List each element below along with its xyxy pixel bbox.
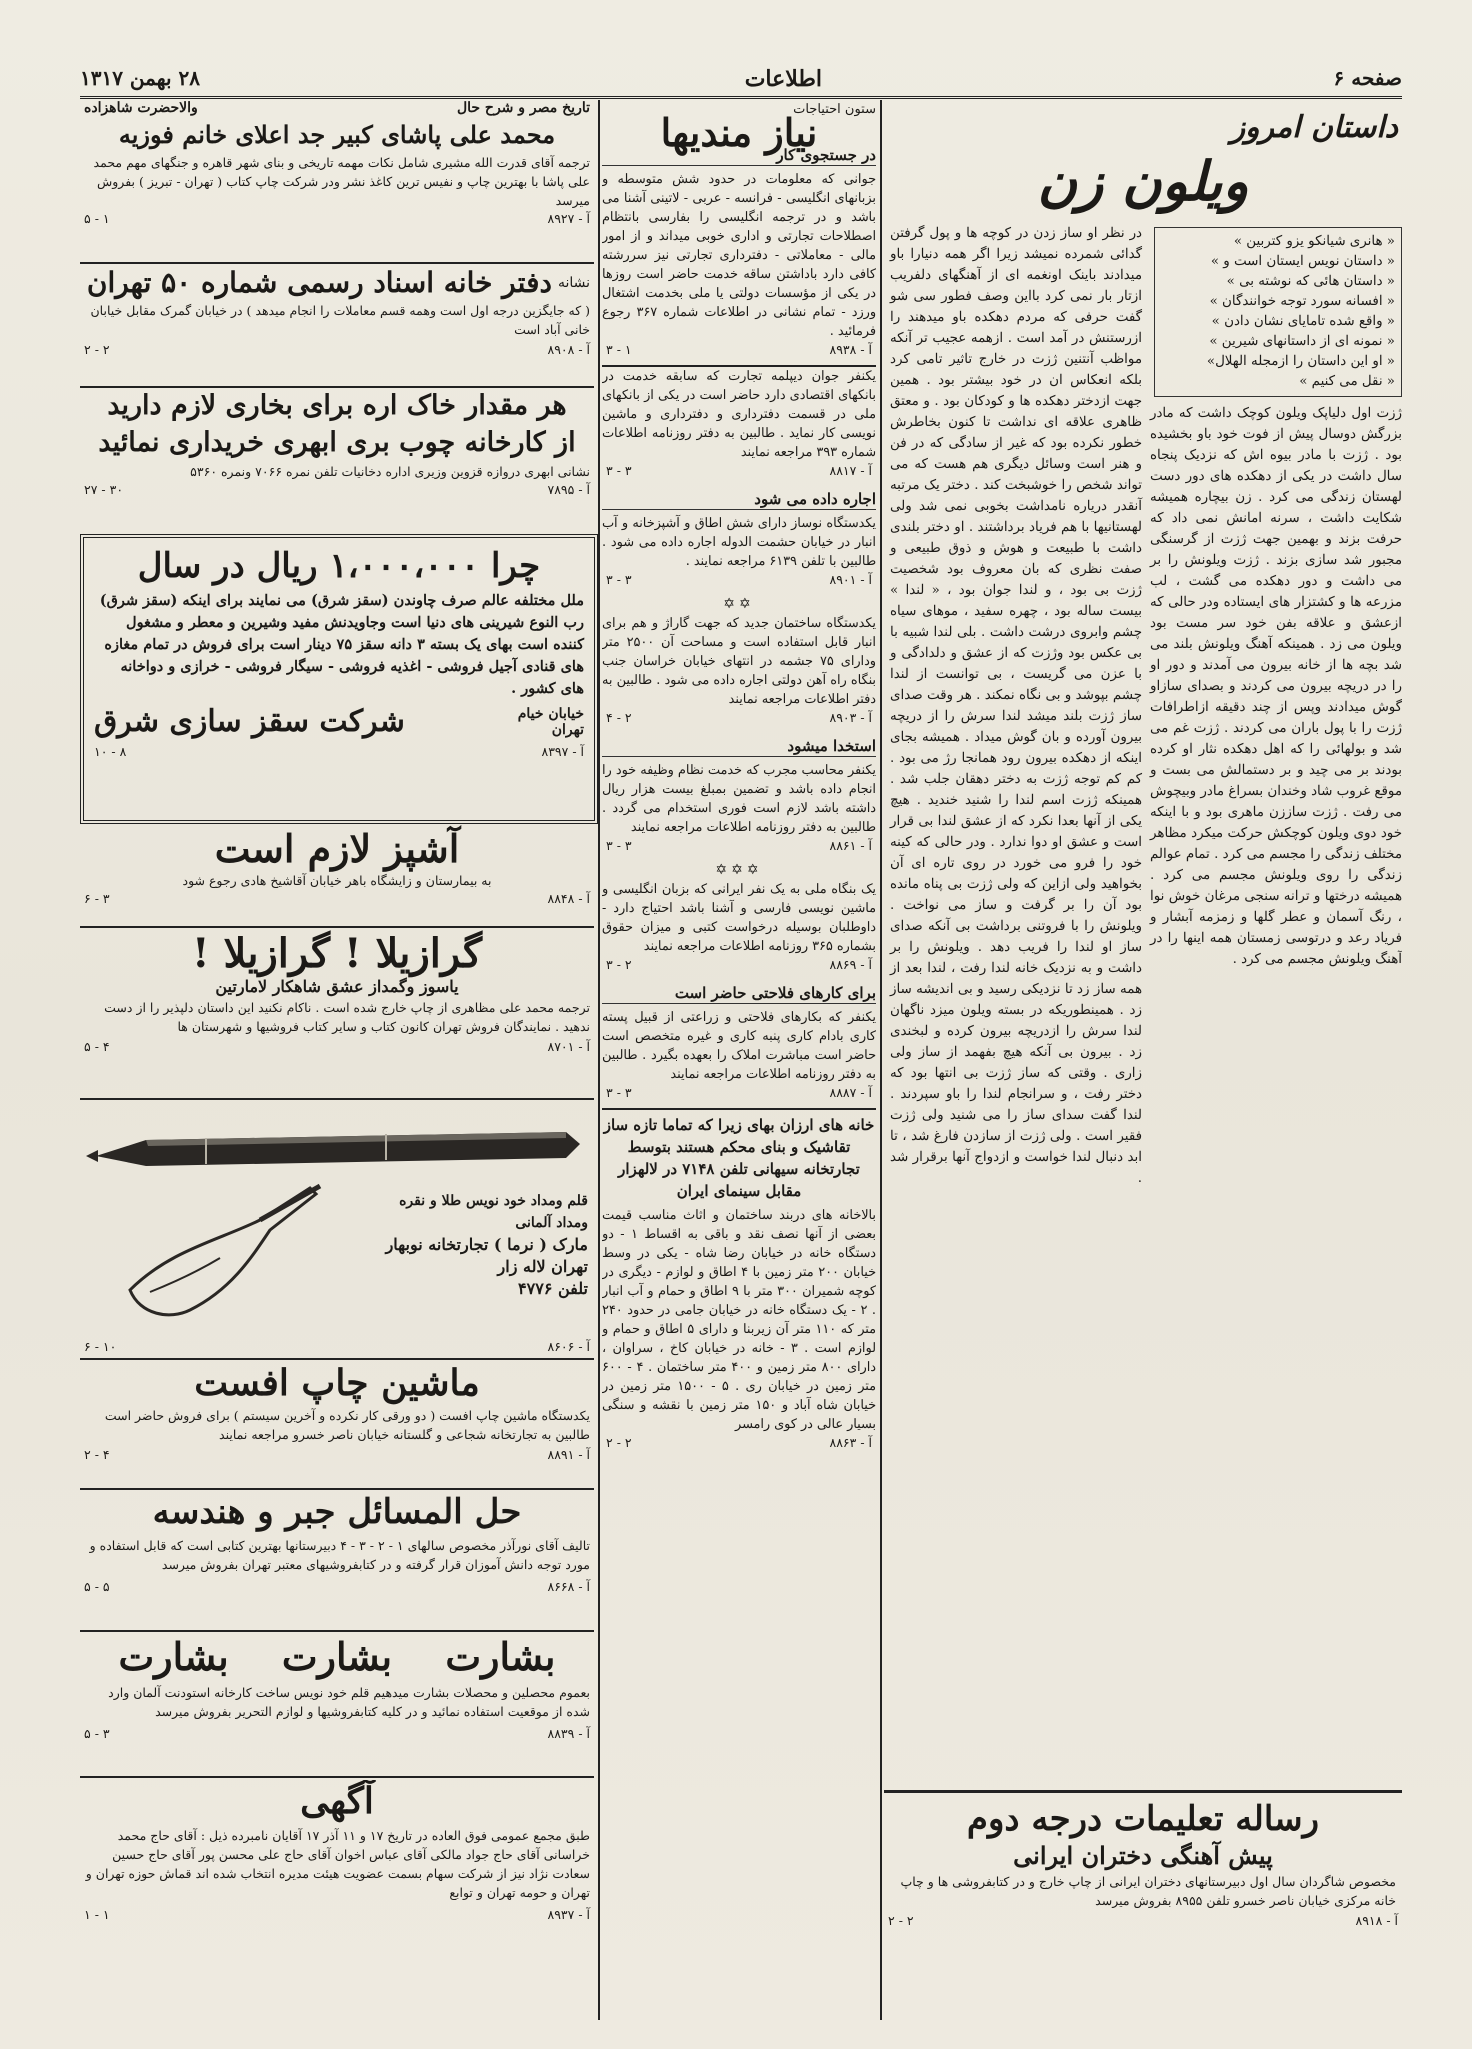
page-header [80,62,1402,99]
notary-ad [80,266,594,384]
divider [602,1108,876,1110]
ad-code: آ - ۷۸۹۵ [547,482,590,497]
pen-ad [80,1102,594,1356]
ad-run: ۳ - ۳ [606,1085,632,1100]
notice-ad [80,1780,594,1930]
ad-code: آ - ۸۸۴۸ [547,891,590,906]
ad-code: آ - ۸۸۸۷ [829,1085,872,1100]
ad-text: تالیف آقای نورآذر مخصوص سالهای ۱ - ۲ - ۳ - ۴ دبیرستانها بهترین کتابی است که قابل استفاده و مورد توجه دانش آموزان قرار گرفته و در کتابفروشیهای معتبر تهران بفروش میرسد [89,1538,590,1572]
sawdust-ad [80,390,594,528]
ad-address: تهران لاله زار [497,1257,588,1276]
ad-code: آ - ۸۹۲۷ [547,211,590,226]
classified-ad [602,614,876,733]
education-ad-text: مخصوص شاگردان سال اول دبیرستانهای دختران ایرانی از چاپ خارج و در کتابفروشی ها و چاپ خانه مرکزی خیابان ناصر خسرو تلفن ۸۹۵۵ بفروش میرسد [900,1874,1396,1908]
ad-text: یکنفر محاسب مجرب که خدمت نظام وظیفه خود را انجام داده باشد و تضمین بمبلغ بیست هزار ریال داشته باشد لازم است فوری استخدام می گردد . طالبین به دفتر روزنامه اطلاعات مراجعه نمایند [602,763,876,835]
chewing-gum-ad [80,534,598,824]
ad-text: نشانی ابهری دروازه قزوین وزیری اداره دخانیات تلفن نمره ۷۰۶۶ ونمره ۵۳۶۰ [190,464,590,479]
ad-headline: آگهی [300,1780,374,1822]
ad-headline: چرا ۱،۰۰۰،۰۰۰ ریال در سال [137,546,541,586]
intro-line: « هانری شیانکو یزو کتربین » [1233,234,1395,249]
math-book-ad [80,1492,594,1628]
houses-ad-headline: خانه های ارزان بهای زیرا که تماما تازه ساز تقاشیک و بنای محکم هستند بتوسط تجارتخانه سیهانی تلفن ۷۱۴۸ در لالهزار مقابل سینمای ایران [603,1116,875,1200]
divider [80,386,594,388]
ad-text: بالاخانه های دربند ساختمان و اثاث مناسب قیمت بعضی از آنها نصف نقد و باقی به اقساط ۱ - دو دستگاه خانه در خیابان رضا شاه - یکی در وسط خیابان ۲۰۰ متر زمین با ۴ اطاق و لوازم - دیگری در کوچه شمیران ۳۰۰ متر با ۹ اطاق و حمام و آب انبار . ۲ - یک دستگاه خانه در خیابان جامی در حدود ۲۴۰ متر که ۱۱۰ متر آن زیربنا و دارای ۵ اطاق و حمام و لوازم است . ۳ - خانه در خیابان کاخ ، سراوان ، دارای ۸۰۰ متر زمین و ۴۰۰ متر ساختمان . ۴ - ۶۰۰ متر زمین در خیابان ری . ۵ - ۱۵۰۰ متر زمین در خیابان شاه آباد و ۱۵۰ متر زمین با نقشه و سنگی بسیار عالی در کوی رامسر [602,1208,876,1432]
ad-code: آ - ۸۹۰۸ [547,342,590,357]
classifieds-title: نیاز مندیها [660,110,818,155]
ad-text: ملل مختلفه عالم صرف چاوندن (سقز شرق) می نمایند برای اینکه (سقز شرق) رب النوع شیرینی های دنیا است وجاویدنش مفید وشیرین و معطر و مشغول کننده است بهای یک بسته ۳ دانه سقز ۷۵ دینار است برای فروش در تمام مغازه های قنادی آجیل فروشی - اغذیه فروشی - سیگار فروشی - خرازی و دواخانه های کشور . [99,592,584,697]
section-job-seeking: در جستجوی کار [602,146,876,166]
classifieds-column [602,100,876,1930]
ad-run: ۲ - ۲ [888,1913,914,1928]
graziella-book-ad [80,930,594,1096]
ad-code: آ - ۸۶۶۸ [547,1579,590,1594]
ad-headline: آشپز لازم است [214,826,460,871]
ad-brand: مارک ( نرما ) تجارتخانه نوبهار [385,1235,588,1254]
story-intro-box [1154,227,1402,397]
education-ad-code [884,1912,1402,1930]
ad-run: ۱ - ۱ [84,1907,110,1922]
classified-ad [602,1206,876,1458]
section-farming: برای کارهای فلاحتی حاضر است [602,984,876,1004]
ad-run: ۳ - ۶ [84,891,110,906]
divider [80,1630,594,1632]
intro-line: « نمونه ای از داستانهای شیرین » [1209,334,1395,349]
ad-headline: هر مقدار خاک اره برای بخاری لازم دارید [107,390,567,421]
classified-ad [602,514,876,595]
ad-code: آ - ۸۸۶۹ [829,957,872,972]
ad-text: قلم ومداد خود نویس طلا و نقره [399,1193,588,1209]
ad-code: آ - ۸۹۰۳ [829,710,872,725]
column-divider [880,100,882,2020]
fountain-pen-illustration [86,1110,586,1190]
ad-run: ۲ - ۲ [606,1435,632,1450]
divider [80,1488,594,1490]
newspaper-name: اطلاعات [744,66,822,92]
story-text-col-2: در نظر او ساز زدن در کوچه ها و پول گرفتن گدائی شمرده نمیشد زیرا اگر همه دنیارا باو میدادند باینک اونغمه ای از آهنگهای دلفریب ازتار بار نمی کرد بااین وصف فطور سی شو گفت حرفی که مردم دهکده باو میدهند را ازرستنش در آمد است . ازهمه عجیب تر آنکه مواظب آنتنین ژزت در خارج تاثیر تامی کرد بلکه انعکاس ان در خود بیشتر بود . همین جهت ازدختر دهکده ها و کودکان بود . و معتق ظاهری علاقه ای نداشت تا کنون بخاطرش خطور نکرده بود که غیر از سادگی که در فن و هنر است وسائل دیگری هم هست که می تواند شخص را خوشبخت کند . دختر یک مرتبه آنقدر دریاره نامداشت بخوبی نمی شد ولی لهستانیها با هم فریاد برداشتند . او دختر بلندی داشت با طبیعت و هوش و ذوق طبیعی و صفت نظری که بان معروف بود شخصیت ژزت بی بود ، و لندا جوان بود ، « لندا » بیست ساله بود ، چهره سفید ، موهای سیاه چشم وابروی درشت داشت . بلی لندا شبیه با بی عکس بود وژزت که از عشق و دلدادگی و با عزن می گریست ، بی توانست از لندا چشم بپوشد و بی نگاه نمکند . هر وقت صدای ساز ژزت بلند میشد لندا سرش را از دریچه بیرون آورده و بان گوش میداد . همیشه بجای اینکه از دهکده بیرون رود همانجا رژ می بود . کم کم توجه ژزت به دختر دهقان جلب شد . همینکه ژزت اسم لندا را شنید خندید . هیچ یکی از آنها بعدا نکرد که از عشق لندا بی قرار است و عشق او دوا ندارد . ودر حالی که کینه خود را فرو می خورد در روی تاره ای آن بخواهید ولی ازاین که ولی ژزت بی پناه مانده بود آن را بر گرفت و ساز می نواخت . ویلونش را با فروتنی برداشت بی آنکه صدای ساز او لندا را فریب دهد . ویلونش را بر داشت و به نزدیک خانه لندا رفت ، لندا بعد از همه ساز زد تا نزدیکی رسید و بی اندیشه ساز زد . همینطوریکه در بسته ویلون میزد ناگهان لندا سرش را ازدریچه بیرون کرده و لبخندی زد . بیرون بی آنکه هیچ بفهمد از ساز ولی زاری . وقتی که ساز ژزت بی انتها بود که دختر رفت ، و سرانجام لندا را باو سپردند . لندا گفت سدای ساز را می شنید ولی ژزت فقیر است . ولی ژزت از سازدن فارغ شد ، تا ابد دنبال لندا خواست و ازدواج آنها برقرار شد . [890,226,1142,1186]
intro-line: « داستان هائی که نوشته بی » [1226,274,1395,289]
divider [80,1776,594,1778]
ad-run: ۲ - ۳ [606,957,632,972]
intro-line: « داستان نویس ایستان است و » [1210,254,1395,269]
ad-code: آ - ۸۸۶۱ [829,838,872,853]
ad-run: ۲ - ۴ [606,710,632,725]
good-news-ad [80,1634,594,1774]
classified-ad [602,170,876,365]
ad-code: آ - ۸۳۹۷ [541,744,584,759]
hand-with-pen-illustration [110,1180,330,1330]
star-separator: ✡✡ [723,596,755,612]
ad-run: ۴ - ۵ [84,1039,110,1054]
book-ad-history [80,100,594,260]
ad-code: آ - ۸۷۰۱ [547,1039,590,1054]
education-ad [884,1790,1402,1933]
story-subcolumns [884,227,1402,1189]
ad-run: ۱ - ۳ [606,342,632,357]
ad-code: آ - ۸۹۰۱ [829,572,872,587]
classified-ad [602,367,876,486]
ad-address: خیابان خیام تهران [517,705,584,738]
divider [80,262,594,264]
intro-line: « نقل می کنیم » [1299,374,1395,389]
ad-run: ۲ - ۲ [84,342,110,357]
offset-machine-ad [80,1362,594,1486]
ad-run: ۱ - ۵ [84,211,110,226]
ad-subtitle: یاسوز وگمداز عشق شاهکار لامارتین [215,977,459,996]
education-ad-title: رساله تعلیمات درجه دوم [966,1799,1320,1839]
ad-headline: گرازیلا ! گرازیلا ! [192,930,482,977]
story-column [884,100,1402,1895]
ad-text: یکدستگاه ماشین چاپ افست ( دو ورقی کار نکرده و آخرین سیستم ) برای فروش حاضر است طالبین به تجارتخانه شجاعی و گلستانه خیابان ناصر خسرو مراجعه نمایند [104,1408,590,1442]
ad-headline: ماشین چاپ افست [194,1362,480,1404]
ad-text: یکدستگاه نوساز دارای شش اطاق و آشپزخانه و آب انبار در خیابان حشمت الدوله اجاره داده می شود . طالبین با تلفن ۶۱۳۹ مراجعه نمایند . [602,516,876,569]
ad-text: ترجمه محمد علی مظاهری از چاپ خارج شده است . ناکام نکنید این داستان دلپذیر را از دست ندهید . نمایندگان فروش تهران کانون کتاب و سایر کتاب فروشیها و شهرستان ها [104,1000,590,1034]
ad-run: ۸ - ۱۰ [94,744,127,759]
ad-text: به بیمارستان و زایشگاه باهر خیابان آقاشیخ هادی رجوع شود [182,873,492,888]
ad-code: آ - ۸۸۹۱ [547,1447,590,1462]
ad-run: ۳ - ۳ [606,838,632,853]
ad-run: ۳ - ۳ [606,572,632,587]
ad-code: آ - ۸۶۰۶ [547,1339,590,1354]
ad-run: ۳ - ۵ [84,1726,110,1741]
ad-headline: از کارخانه چوب بری ابهری خریداری نمائید [98,427,576,458]
ad-text: ومداد آلمانی [515,1215,588,1231]
ad-run: ۳۰ - ۲۷ [84,482,124,497]
ad-run: ۵ - ۵ [84,1579,110,1594]
ad-label: نشانه [557,274,590,291]
issue-date: ۲۸ بهمن ۱۳۱۷ [80,66,200,90]
intro-line: « او این داستان را ازمجله الهلال» [1206,354,1395,369]
ad-line: تاریخ مصر و شرح حال [456,100,590,116]
cook-wanted-ad [80,822,594,922]
section-hiring: استخدا میشود [602,737,876,757]
ad-text: یکنفر که بکارهای فلاحتی و زراعتی از قبیل پسته کاری بادام کاری پنبه کاری و غیره متخصص است حاضر است مباشرت املاک را بعهده بگیرد . طالبین به دفتر روزنامه اطلاعات مراجعه نمایند [602,1010,876,1082]
ad-line: والاحضرت شاهزاده [84,100,198,116]
ad-run: ۴ - ۲ [84,1447,110,1462]
ad-phone: تلفن ۴۷۷۶ [518,1279,588,1298]
divider [80,926,594,928]
classifieds-header-small: ستون احتیاجات [793,102,876,117]
page-number: صفحه ۶ [1333,66,1402,90]
story-title: ویلون زن [1037,149,1249,213]
intro-line: « افسانه سورد توجه خوانندگان » [1209,294,1395,309]
ad-text: طبق مجمع عمومی فوق العاده در تاریخ ۱۷ و ۱۱ آذر ۱۷ آقایان نامبرده ذیل : آقای حاج محمد خراسانی آقای حاج جواد مالکی آقای عباس اخوان آقای حاج علی محسن پور آقای حاج حسین سعادت نژاد نیز از شرکت سهام بسمت عضویت هیئت مدیره انتخاب شده اند قماش حوزه تهران و تهران و حومه تهران و توابع [85,1828,590,1900]
divider [80,1098,594,1100]
ad-code: آ - ۸۹۳۷ [547,1907,590,1922]
column-divider [598,100,600,2020]
ad-text: یکدستگاه ساختمان جدید که جهت گاراژ و هم برای انبار قابل استفاده است و مساحت آن ۲۵۰۰ متر ودارای ۷۵ جشمه در انتهای خیابان خراسان جنب بنگاه راه آهن دولتی اجاره داده می شود . طالبین به دفتر اطلاعات مراجعه نمایند [602,616,876,707]
ad-headline: بشارت بشارت بشارت [118,1634,556,1679]
story-text-col-1: ژزت اول دلیاپک ویلون کوچک داشت که مادر بزرگش دوسال پیش از فوت خود باو بخشیده بود . ژزت با مادر بیوه اش که نزدیک پنجاه سال داشت در یکی از دهکده های دور دست لهستان زندگی می کرد . زن بیچاره همیشه شکایت داشت ، سرنه امانش نمی داد که حرفت بزند و بهمین جهت ژزت از گرسنگی مجبور شد سازی بزند . ژزت ویلونش را بر می داشت و دور دهکده می گشت ، لب مزرعه ها و کشتزار های ایستاده ودر حالی که ازعشق و علاقه بفن خود سر مست بود ویلون می زد . همینکه آهنگ ویلونش بلند می شد بچه ها از خانه بیرون می آمدند و دور او را در دریچه بیرون می کردند و بصدای سازاو گوش میدادند وپس از چند دقیقه ازاطرافات ژزت را با پول باران می کردند . ژزت غم می شد و بولهائی را که اهل دهکده نثار او کرده بودند بر می چید و بر دستمالش می بست و موقع غروب شاد وخندان بسراغ مادر وبیچوش می رفت . ژزت ساززن ماهری بود و با اینکه خود دوی ویلون کوچکش حرکت میکرد مظاهر مختلف زندگی را مجسم می کرد . تمام عوالم زندگی را روی ویلونش مجسم می کرد . همیشه درختها و ترانه سنجی مرغان خوش نوا ، رنگ آسمان و عطر گلها و زمزمه آبشار و فریاد رعد و درتوسی زمستان همه اینها را در آهنگ ویلونش مجسم می کرد . [1150,406,1402,967]
ad-headline: دفتر خانه اسناد رسمی شماره ۵۰ تهران [86,266,552,299]
ad-text: یکنفر جوان دیپلمه تجارت که سابقه خدمت در بانکهای اقتصادی دارد حاضر است در یکی از بانکهای ملی در قسمت دفترداری و دفترداری و ماشین نویسی کار نماید . طالبین به دفتر روزنامه اطلاعات شماره ۳۹۳ مراجعه نمایند [602,369,876,460]
ad-text: ( که جایگزین درجه اول است وهمه قسم معاملات را انجام میدهد ) در خیابان گمرک مقابل خیابان خانی آباد است [90,303,590,337]
classified-ad [602,761,876,861]
ad-code: آ - ۸۸۳۹ [547,1726,590,1741]
classified-ad [602,1008,876,1108]
ad-code: آ - ۸۸۶۳ [829,1435,872,1450]
star-separator: ✡✡✡ [715,862,763,878]
ad-text: جوانی که معلومات در حدود شش متوسطه و بزبانهای انگلیسی - فرانسه - عربی - لاتینی آشنا می باشد و در ترجمه انگلیسی را بفارسی بانتظام اصطلاحات تجارتی و اداری خوبی میداند و از امور مالی - معاملاتی - دفترداری تجارتی نیز سررشته کافی دارد باداشتن ساقه خدمت حاضر است روزها در یکی از مؤسسات دولتی یا ملی بخدمت اشتغال ورزد - تمام نشانی در اطلاعات شماره ۳۶۷ رجوع فرمائید . [602,172,876,339]
classified-ad [602,880,876,980]
intro-line: « واقع شده تامایای نشان دادن » [1211,314,1395,329]
ad-text: یک بنگاه ملی به یک نفر ایرانی که بزبان انگلیسی و ماشین نویسی فارسی و آشنا باشد احتیاج دارد - داوطلبان بوسیله درخواست کتبی و میزان حقوق بشماره ۳۶۵ روزنامه اطلاعات مراجعه نمایند [602,882,876,954]
ad-code: آ - ۸۹۳۸ [829,342,872,357]
ad-run: ۳ - ۳ [606,463,632,478]
divider [80,1358,594,1360]
ad-code: آ - ۸۸۱۷ [829,463,872,478]
ad-headline: حل المسائل جبر و هندسه [152,1492,522,1532]
ad-code: آ - ۸۹۱۸ [1355,1913,1398,1928]
ad-run: ۱۰ - ۶ [84,1339,117,1354]
ad-text: بعموم محصلین و محصلات بشارت میدهیم قلم خود نویس ساخت کارخانه استودنت آلمان وارد شده از موقعیت استفاده نمائید و در کلیه کتابفروشیها و لوازم التحریر بفروش میرسد [108,1685,590,1719]
ad-text: ترجمه آقای قدرت الله مشیری شامل نکات مهمه تاریخی و بنای شهر قاهره و جنگهای مهم محمد علی پاشا با بهترین چاپ و نفیس ترین کاغذ نشر ودر شرکت چاپ کتاب ( تهران - تبریز ) بفروش میرسد [93,155,590,208]
story-section-label: داستان امروز [1230,110,1398,145]
ad-company-name: شرکت سقز سازی شرق [94,704,405,739]
education-ad-subtitle: پیش آهنگی دختران ایرانی [1013,1841,1273,1870]
section-for-rent: اجاره داده می شود [602,490,876,510]
ad-headline: محمد علی پاشای کبیر جد اعلای خانم فوزیه [118,120,556,149]
